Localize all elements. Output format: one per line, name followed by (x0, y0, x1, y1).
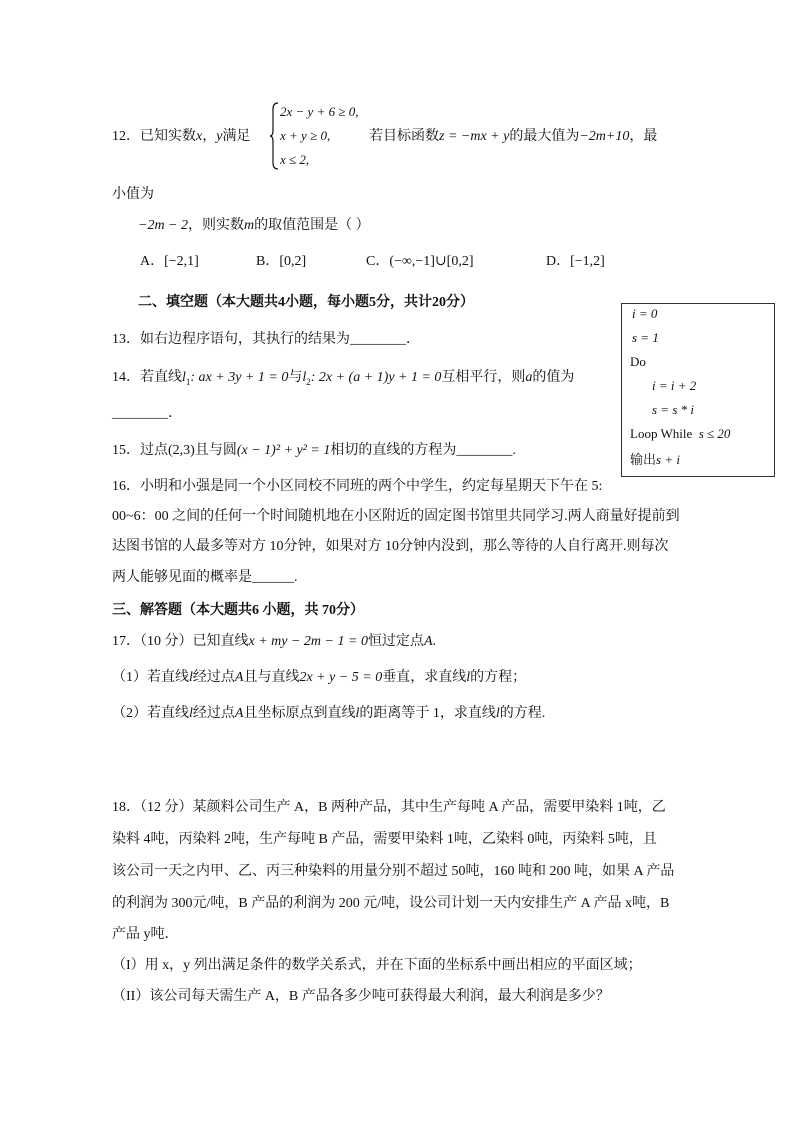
q17-p1-a: （1）若直线 (112, 670, 189, 685)
option-b-value: [0,2] (279, 254, 307, 269)
line-l: l (355, 706, 360, 721)
output-expr: s + i (656, 452, 680, 467)
q15-b: 且与圆 (194, 443, 237, 458)
option-b-label: B． (256, 254, 280, 269)
program-line-6 (630, 425, 730, 443)
q17-head-eq: x + my − 2m − 1 = 0 (248, 634, 368, 649)
q14-a: 14．若直线 (112, 370, 182, 385)
q12-line2: 小值为 (112, 187, 154, 202)
var-m: m (244, 218, 255, 233)
q17-head-b: 恒过定点 (367, 634, 424, 649)
program-line-1: i = 0 (632, 306, 658, 321)
option-b (256, 252, 306, 272)
program-line-3: Do (630, 354, 646, 369)
q12-line1 (112, 127, 250, 147)
constraint-system (270, 101, 370, 171)
loop-condition: s ≤ 20 (698, 426, 731, 441)
option-a-value: [−2,1] (164, 254, 199, 269)
q17-point-a: A (423, 634, 433, 649)
q16-line4: 两人能够见面的概率是______. (112, 570, 298, 585)
option-d-value: [−1,2] (570, 254, 605, 269)
q17-p1-e: 的方程； (470, 670, 527, 685)
q18-line5: 产品 y吨． (112, 927, 179, 942)
q12-line1-right (369, 127, 657, 147)
q12-prefix: 12．已知实数 (112, 129, 196, 144)
q14-var-a: a (525, 370, 533, 385)
line-l: l (466, 670, 471, 685)
program-line-7 (630, 451, 680, 469)
q12-min-expr: −2m − 2 (138, 218, 189, 233)
q12-target-prefix: 若目标函数 (369, 129, 439, 144)
line-l: l (189, 706, 193, 721)
q15-a: 15．过点 (112, 443, 168, 458)
q18-part2: （II）该公司每天需生产 A，B 产品各多少吨可获得最大利润，最大利润是多少？ (112, 989, 610, 1004)
program-line-2: s = 1 (632, 330, 659, 345)
q12-sep: ， (202, 129, 217, 144)
program-line-5: s = s * i (652, 402, 695, 417)
q12-max-text: 的最大值为 (509, 129, 580, 144)
q14-l2: l (302, 370, 307, 385)
program-box (621, 303, 775, 477)
line-l: l (189, 670, 193, 685)
q16-line1: 16．小明和小强是同一个小区同校不同班的两个中学生，约定每星期天下午在 5: (112, 479, 603, 494)
q16-line3: 达图书馆的人最多等对方 10分钟，如果对方 10分钟内没到，那么等待的人自行离开.则每次 (112, 539, 669, 554)
q12-max-suffix: ，最 (629, 129, 658, 144)
q12-question-b: 的取值范围是（ ） (254, 218, 370, 233)
q15-c: 相切的直线的方程为________. (330, 443, 516, 458)
q17-p2-a: （2）若直线 (112, 706, 189, 721)
constraint-row-2: x + y ≥ 0, (280, 128, 331, 143)
q17-p1-eq: 2x + y − 5 = 0 (299, 670, 383, 685)
q17-p2-b: 经过点 (192, 706, 235, 721)
q15 (112, 441, 516, 461)
section2-title: 二、填空题（本大题共4小题，每小题5分，共计20分） (138, 295, 474, 310)
q15-circle: (x − 1)² + y² = 1 (236, 443, 331, 458)
program-line-4: i = i + 2 (652, 378, 697, 393)
line-l: l (495, 706, 500, 721)
loop-while-keyword: Loop While (630, 426, 693, 441)
constraint-row-1: 2x − y + 6 ≥ 0, (280, 104, 359, 119)
q14-eq1: : ax + 3y + 1 = 0 (190, 370, 289, 385)
q14-with: 与 (288, 370, 303, 385)
option-d (546, 252, 605, 272)
point-a: A (234, 670, 244, 685)
q16-line2: 00~6：00 之间的任何一个时间随机地在小区附近的固定图书馆里共同学习.两人商量好提前到 (112, 509, 680, 524)
q14-l1: l (182, 370, 186, 385)
option-c-label: C． (366, 254, 390, 269)
q17-part1 (112, 668, 526, 688)
q14-tail2: 的值为 (532, 370, 575, 385)
q18-line2: 染料 4吨，丙染料 2吨，生产每吨 B 产品，需要甲染料 1吨，乙染料 0吨，丙染料 5吨，且 (112, 832, 657, 847)
output-keyword: 输出 (630, 452, 657, 467)
q14-tail: 互相平行，则 (441, 370, 526, 385)
q17-head (112, 632, 436, 652)
var-x: x (196, 129, 203, 144)
q14-l2-sub: 2 (306, 376, 311, 387)
q12-satisfy: 满足 (222, 129, 251, 144)
q17-p1-c: 且与直线 (243, 670, 300, 685)
option-a (140, 252, 199, 272)
q12-line3 (138, 216, 370, 236)
q12-max-expr: −2m+10 (579, 129, 630, 144)
q17-part2 (112, 704, 545, 724)
q17-p2-c: 且坐标原点到直线 (243, 706, 356, 721)
left-brace-icon (270, 101, 280, 171)
option-c-value: (−∞,−1]∪[0,2] (389, 254, 474, 269)
q18-line4: 的利润为 300元/吨，B 产品的利润为 200 元/吨，设公司计划一天内安排生产 A 产品 x吨，B (112, 896, 670, 911)
option-c (366, 252, 474, 272)
q14-eq2: : 2x + (a + 1)y + 1 = 0 (310, 370, 442, 385)
constraint-row-3: x ≤ 2, (280, 152, 310, 167)
q17-head-a: 17．（10 分）已知直线 (112, 634, 249, 649)
q14-line1 (112, 368, 574, 392)
option-d-label: D． (546, 254, 571, 269)
option-a-label: A． (140, 254, 165, 269)
q17-p1-b: 经过点 (192, 670, 235, 685)
q14-blank: ________． (112, 406, 182, 421)
q17-p2-d: 的距离等于 1，求直线 (359, 706, 496, 721)
q17-head-c: . (432, 634, 436, 649)
q18-part1: （I）用 x，y 列出满足条件的数学关系式，并在下面的坐标系中画出相应的平面区域； (112, 958, 642, 973)
q18-line1: 18．（12 分）某颜料公司生产 A，B 两种产品，其中生产每吨 A 产品，需要甲染料 1吨，乙 (112, 800, 666, 815)
q17-p1-d: 垂直，求直线 (382, 670, 467, 685)
q12-question-a: ，则实数 (188, 218, 245, 233)
point-a: A (234, 706, 244, 721)
q13: 13．如右边程序语句，其执行的结果为________． (112, 332, 420, 347)
q15-point: (2,3) (168, 443, 195, 458)
q12-target-expr: z = −mx + y (439, 129, 510, 144)
q14-l1-sub: 1 (185, 376, 191, 387)
q18-line3: 该公司一天之内甲、乙、丙三种染料的用量分别不超过 50吨，160 吨和 200 吨，如果 A 产品 (112, 864, 675, 879)
section3-title: 三、解答题（本大题共6 小题，共 70分） (112, 603, 364, 618)
var-y: y (216, 129, 223, 144)
q17-p2-e: 的方程. (499, 706, 546, 721)
